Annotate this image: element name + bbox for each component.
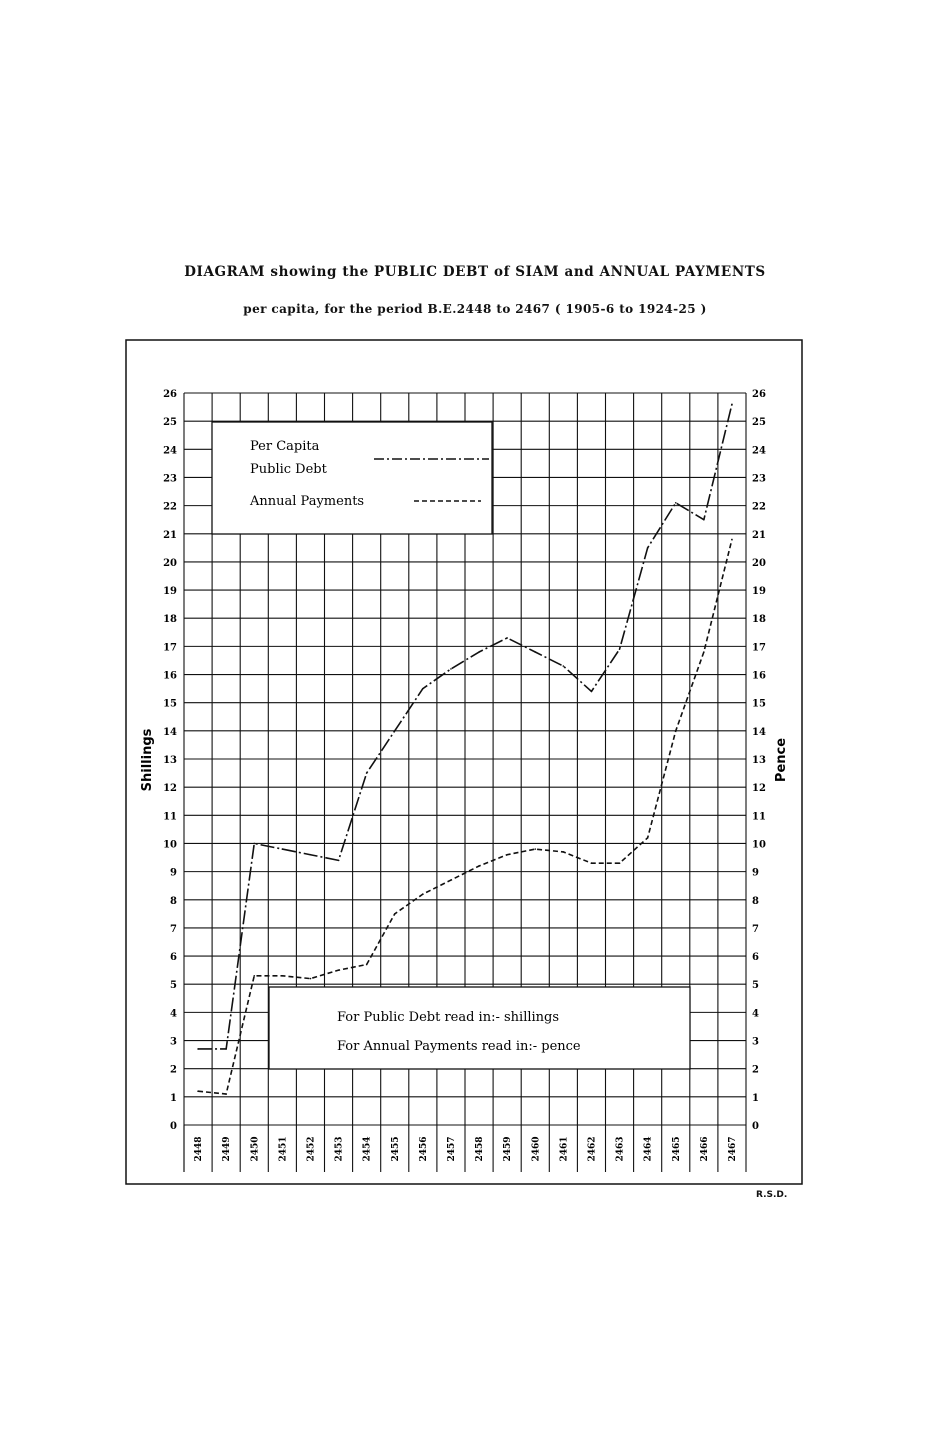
y-tick-label-left: 1 [170,1092,177,1104]
y-tick-label-right: 13 [752,755,766,766]
y-tick-label-right: 21 [752,529,766,541]
x-tick-label: 2450 [250,1136,261,1162]
y-tick-label-left: 14 [163,726,177,738]
x-tick-label: 2452 [306,1136,317,1162]
data-point-public-debt [450,668,452,670]
x-tick-label: 2449 [222,1136,233,1162]
data-point-public-debt [394,730,396,732]
y-tick-label-right: 2 [752,1064,759,1076]
y-tick-label-left: 7 [170,923,177,935]
y-tick-label-left: 2 [170,1064,177,1076]
data-point-public-debt [310,854,312,856]
annotation [269,987,690,1069]
legend-label-debt-line2: Public Debt [250,462,327,477]
x-tick-label: 2458 [475,1136,486,1162]
y-tick-label-right: 4 [752,1008,759,1020]
data-point-public-debt [225,1048,227,1050]
data-point-annual-payments [506,854,508,856]
data-point-public-debt [619,648,621,650]
x-tick-label: 2464 [643,1136,654,1162]
y-tick-label-right: 20 [752,557,766,569]
data-point-public-debt [534,651,536,653]
x-tick-label: 2456 [418,1136,429,1162]
annotation-box [269,987,690,1069]
y-tick-label-left: 23 [163,473,177,485]
y-tick-label-left: 18 [163,614,177,626]
y-tick-label-right: 0 [752,1121,759,1132]
legend-label-debt-line1: Per Capita [250,439,320,454]
y-tick-label-right: 17 [752,642,766,654]
x-tick-label: 2451 [278,1136,289,1162]
data-point-annual-payments [338,969,340,971]
x-tick-label: 2460 [531,1136,542,1162]
data-point-annual-payments [591,862,593,864]
data-point-public-debt [197,1048,199,1050]
y-tick-label-right: 3 [752,1036,759,1048]
y-tick-label-right: 24 [752,445,766,457]
y-tick-label-right: 19 [752,586,766,598]
y-tick-label-right: 18 [752,614,766,626]
data-point-public-debt [703,519,705,521]
data-point-public-debt [675,502,677,504]
data-point-public-debt [338,860,340,862]
x-tick-label: 2453 [334,1136,345,1162]
y-axis-label-right: Pence [774,737,789,783]
x-tick-label: 2465 [671,1136,682,1162]
annotation-line-1: For Public Debt read in:- shillings [337,1010,560,1025]
y-tick-label-left: 10 [163,839,177,851]
data-point-annual-payments [675,730,677,732]
y-tick-label-left: 25 [163,417,177,429]
y-tick-label-right: 22 [752,501,766,513]
data-point-public-debt [478,651,480,653]
y-tick-label-right: 9 [752,867,759,879]
y-tick-label-right: 25 [752,417,766,429]
legend [212,422,492,534]
y-tick-label-right: 26 [752,389,766,400]
y-tick-label-right: 8 [752,895,759,907]
x-tick-label: 2463 [615,1136,626,1162]
x-tick-label: 2467 [727,1136,738,1162]
y-tick-label-left: 21 [163,529,177,541]
data-point-annual-payments [478,865,480,867]
x-tick-label: 2455 [390,1136,401,1162]
y-tick-label-left: 24 [163,445,177,457]
data-point-public-debt [591,691,593,693]
y-tick-label-left: 3 [170,1036,177,1048]
data-point-public-debt [422,688,424,690]
data-point-public-debt [563,665,565,667]
data-point-annual-payments [534,848,536,850]
data-point-annual-payments [253,975,255,977]
data-point-annual-payments [619,862,621,864]
y-tick-label-right: 7 [752,923,759,935]
x-tick-label: 2466 [699,1136,710,1162]
data-point-annual-payments [450,879,452,881]
y-tick-label-left: 5 [170,980,177,992]
y-tick-label-left: 16 [163,670,177,682]
y-tick-label-left: 9 [170,867,177,879]
data-point-annual-payments [282,975,284,977]
y-tick-label-left: 6 [170,952,177,964]
chart-subtitle: per capita, for the period B.E.2448 to 2467 ( 1905-6 to 1924-25 ) [243,302,707,316]
x-tick-label: 2462 [587,1136,598,1162]
y-tick-label-left: 19 [163,586,177,598]
data-point-public-debt [731,403,733,405]
data-point-annual-payments [225,1093,227,1095]
data-point-annual-payments [197,1090,199,1092]
x-tick-label: 2461 [559,1136,570,1162]
data-point-annual-payments [563,851,565,853]
x-tick-label: 2457 [446,1136,457,1162]
y-tick-label-left: 15 [163,698,177,710]
y-axis-label-left: Shillings [140,728,155,792]
y-tick-label-right: 6 [752,952,759,964]
y-tick-label-right: 11 [752,811,766,823]
y-tick-label-right: 16 [752,670,766,682]
y-tick-label-left: 22 [163,501,177,513]
data-point-public-debt [647,547,649,549]
data-point-annual-payments [394,913,396,915]
x-tick-label: 2448 [194,1136,205,1162]
y-tick-label-left: 17 [163,642,177,654]
credit: R.S.D. [756,1190,788,1200]
y-tick-label-right: 12 [752,783,766,795]
y-tick-label-left: 4 [170,1008,177,1020]
y-tick-label-left: 11 [163,811,177,823]
y-tick-label-right: 23 [752,473,766,485]
data-point-public-debt [253,843,255,845]
y-tick-label-right: 14 [752,726,766,738]
chart-title: DIAGRAM showing the PUBLIC DEBT of SIAM and ANNUAL PAYMENTS [184,264,766,280]
data-point-annual-payments [731,539,733,541]
y-tick-label-right: 15 [752,698,766,710]
y-tick-label-left: 20 [163,557,177,569]
y-tick-label-left: 8 [170,895,177,907]
y-tick-label-right: 1 [752,1092,759,1104]
x-tick-label: 2454 [362,1136,373,1162]
data-point-annual-payments [647,837,649,839]
data-point-annual-payments [422,893,424,895]
data-point-annual-payments [366,964,368,966]
data-point-public-debt [366,772,368,774]
x-tick-label: 2459 [503,1136,514,1162]
data-point-public-debt [506,637,508,639]
y-tick-label-left: 12 [163,783,177,795]
data-point-public-debt [282,848,284,850]
data-point-annual-payments [310,978,312,980]
y-tick-label-left: 0 [170,1121,177,1132]
y-tick-label-left: 13 [163,755,177,766]
y-tick-label-left: 26 [163,389,177,400]
legend-label-annual: Annual Payments [250,494,365,509]
annotation-line-2: For Annual Payments read in:- pence [337,1039,581,1054]
data-point-annual-payments [703,651,705,653]
y-tick-label-right: 10 [752,839,766,851]
y-tick-label-right: 5 [752,980,759,992]
